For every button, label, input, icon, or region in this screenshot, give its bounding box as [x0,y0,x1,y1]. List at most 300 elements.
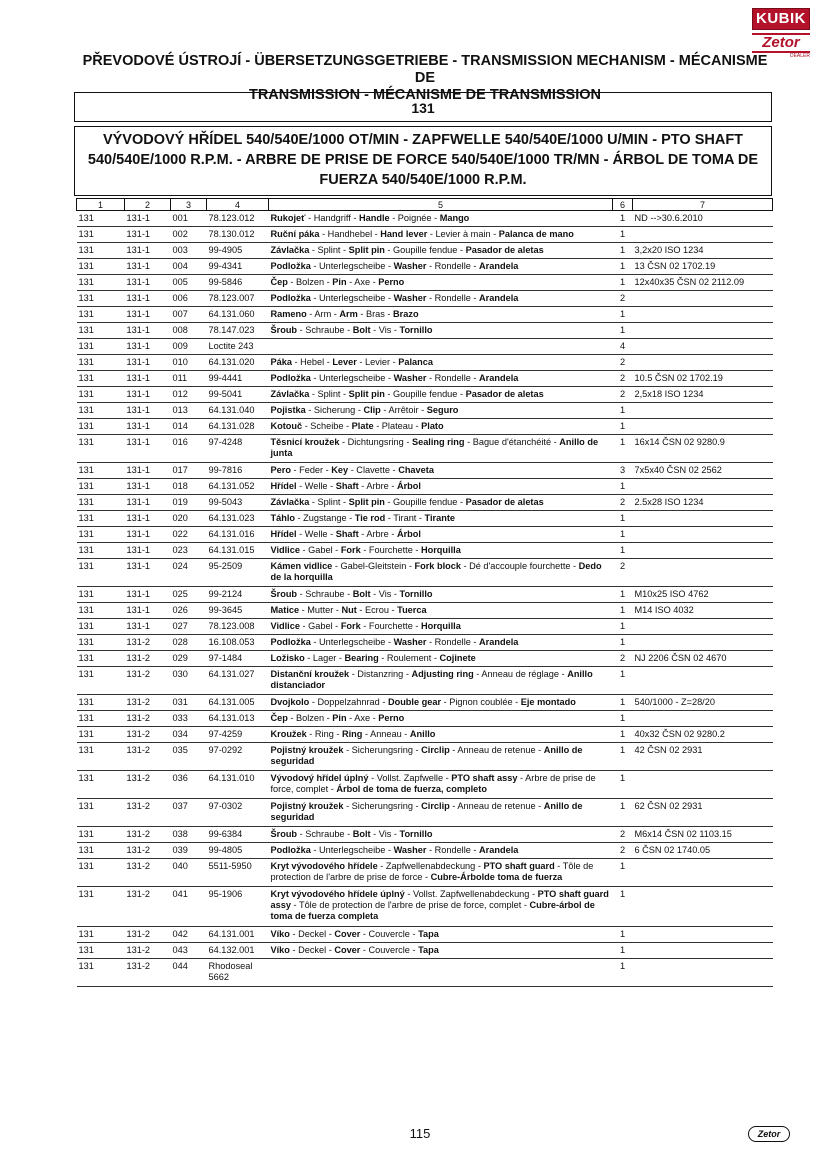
description-segment: Handle [359,213,390,223]
cell-part-number: 99-7816 [207,463,269,479]
table-row [77,559,773,587]
cell-quantity: 2 [613,827,633,843]
description-segment: - Sicherung - [305,405,364,415]
column-header: 6 [613,199,633,211]
cell-subgroup: 131-1 [125,479,171,495]
table-row [77,527,773,543]
description-segment: Pasador de aletas [465,497,544,507]
table-row [77,211,773,227]
description-segment: Perno [378,277,405,287]
description-segment: - Arrêtoir - [380,405,427,415]
description-segment: Pojistný kroužek [270,745,344,755]
description-segment: - Schraube - [297,829,353,839]
cell-description [269,771,613,799]
cell-description [269,543,613,559]
description-segment: Matice [270,605,300,615]
cell-note [633,479,773,495]
cell-part-number: 64.131.023 [207,511,269,527]
cell-part-number: 99-5043 [207,495,269,511]
cell-group: 131 [77,511,125,527]
cell-subgroup: 131-1 [125,275,171,291]
description-segment: Pojistný kroužek [270,801,344,811]
description-segment: - Bolzen - [287,277,333,287]
description-segment: - Sicherungsring - [343,745,422,755]
cell-position: 003 [171,243,207,259]
cell-part-number: 64.131.052 [207,479,269,495]
cell-note: M14 ISO 4032 [633,603,773,619]
cell-quantity: 1 [613,695,633,711]
cell-description [269,727,613,743]
cell-group: 131 [77,419,125,435]
cell-subgroup: 131-2 [125,827,171,843]
description-segment: Split pin [348,245,385,255]
cell-group: 131 [77,695,125,711]
section-title-line1: PŘEVODOVÉ ÚSTROJÍ - ÜBERSETZUNGSGETRIEBE - TRANSMISSION MECHANISM - MÉCANISME DE [82,53,768,86]
cell-group: 131 [77,543,125,559]
cell-position: 034 [171,727,207,743]
description-segment: - Clavette - [348,465,399,475]
cell-note [633,959,773,987]
cell-note [633,559,773,587]
cell-description [269,227,613,243]
column-header: 2 [125,199,171,211]
cell-position: 040 [171,859,207,887]
cell-quantity: 1 [613,711,633,727]
cell-description [269,943,613,959]
cell-quantity: 1 [613,275,633,291]
cell-position: 035 [171,743,207,771]
description-segment: - Arbre - [358,481,397,491]
table-row [77,727,773,743]
description-segment: - Roulement - [378,653,440,663]
description-segment: - Fourchette - [360,621,421,631]
cell-description [269,243,613,259]
description-segment: - Anneau - [362,729,410,739]
cell-position: 008 [171,323,207,339]
description-segment: - Splint - [309,389,349,399]
description-segment: Distanční kroužek [270,669,350,679]
description-segment: Rukojeť [270,213,306,223]
table-row [77,371,773,387]
description-segment: - Splint - [309,245,349,255]
cell-description [269,743,613,771]
cell-description [269,827,613,843]
cell-quantity: 1 [613,479,633,495]
cell-position: 001 [171,211,207,227]
description-segment: Šroub [270,325,298,335]
description-segment: - Scheibe - [302,421,352,431]
cell-subgroup: 131-1 [125,511,171,527]
cell-group: 131 [77,959,125,987]
description-segment: Čep [270,277,288,287]
cell-quantity: 1 [613,403,633,419]
description-segment: - Goupille fendue - [384,497,466,507]
cell-subgroup: 131-1 [125,403,171,419]
cell-part-number: 78.130.012 [207,227,269,243]
cell-quantity: 1 [613,419,633,435]
description-segment: Vývodový hřídel úplný [270,773,369,783]
cell-note: 2,5x18 ISO 1234 [633,387,773,403]
table-row [77,743,773,771]
description-segment: Nut [341,605,357,615]
cell-part-number: 64.131.027 [207,667,269,695]
cell-part-number: 99-5846 [207,275,269,291]
table-row [77,543,773,559]
cell-group: 131 [77,667,125,695]
cell-group: 131 [77,243,125,259]
cell-note [633,619,773,635]
cell-part-number: 97-0302 [207,799,269,827]
description-segment: - Vis - [370,829,400,839]
description-segment: Tirante [424,513,455,523]
table-row [77,711,773,727]
cell-note [633,711,773,727]
cell-position: 042 [171,927,207,943]
cell-quantity: 2 [613,559,633,587]
cell-position: 025 [171,587,207,603]
table-row [77,827,773,843]
description-segment: Anillo de seguridad [270,801,583,822]
description-segment: - Splint - [309,497,349,507]
description-segment: Arm [339,309,358,319]
cell-description [269,695,613,711]
cell-group: 131 [77,619,125,635]
cell-position: 031 [171,695,207,711]
cell-subgroup: 131-1 [125,259,171,275]
description-segment: Podložka [270,261,311,271]
cell-part-number: 78.147.023 [207,323,269,339]
description-segment: Palanca de mano [498,229,574,239]
description-segment: Pasador de aletas [465,245,544,255]
cell-position: 013 [171,403,207,419]
cell-note [633,859,773,887]
cell-subgroup: 131-2 [125,927,171,943]
parts-table-wrap [76,198,772,987]
cell-quantity: 2 [613,651,633,667]
description-segment: Bolt [352,829,371,839]
cell-group: 131 [77,403,125,419]
description-segment: - Rondelle - [426,845,480,855]
description-segment: - Tôle de protection de l'arbre de prise de force, complet - [290,900,530,910]
description-segment: Hřídel [270,529,297,539]
cell-position: 006 [171,291,207,307]
cell-part-number: 64.131.005 [207,695,269,711]
cell-description [269,435,613,463]
cell-group: 131 [77,727,125,743]
cell-part-number: 99-4805 [207,843,269,859]
description-segment: - Bague d'étanchéité - [464,437,560,447]
cell-part-number: 95-2509 [207,559,269,587]
table-row [77,435,773,463]
parts-table-body [77,211,773,987]
cell-subgroup: 131-2 [125,799,171,827]
cell-part-number: 97-1484 [207,651,269,667]
cell-part-number: 64.131.013 [207,711,269,727]
description-segment: Anillo distanciador [270,669,593,690]
description-segment: - Dichtungsring - [339,437,412,447]
description-segment: - Unterlegscheibe - [310,637,394,647]
cell-description [269,667,613,695]
description-segment: Clip [363,405,381,415]
cell-note: 62 ČSN 02 2931 [633,799,773,827]
cell-part-number: 64.131.060 [207,307,269,323]
description-segment: Fork block [414,561,461,571]
description-segment: Bearing [344,653,379,663]
description-segment: - Unterlegscheibe - [310,293,394,303]
table-row [77,227,773,243]
description-segment: - Gabel-Gleitstein - [332,561,415,571]
description-segment: Ložisko [270,653,305,663]
cell-description [269,419,613,435]
description-segment: Árbol de toma de fuerza, completo [336,784,487,794]
cell-note: 2.5x28 ISO 1234 [633,495,773,511]
description-segment: Bolt [352,589,371,599]
description-segment: Podložka [270,845,311,855]
cell-group: 131 [77,463,125,479]
description-segment: - Levier - [356,357,399,367]
cell-position: 005 [171,275,207,291]
cell-part-number: Loctite 243 [207,339,269,355]
cell-subgroup: 131-2 [125,695,171,711]
description-segment: Palanca [398,357,433,367]
group-number-box: 131 [74,92,772,122]
description-segment: - Tirant - [385,513,425,523]
table-row [77,603,773,619]
description-segment: Pin [332,713,347,723]
cell-description [269,323,613,339]
description-segment: Adjusting ring [411,669,474,679]
description-segment: - Arbre - [358,529,397,539]
cell-note [633,419,773,435]
description-segment: Čep [270,713,288,723]
description-segment: Anillo [409,729,436,739]
cell-group: 131 [77,651,125,667]
description-segment: Horquilla [420,621,461,631]
description-segment: - Unterlegscheibe - [310,845,394,855]
cell-group: 131 [77,323,125,339]
cell-quantity: 1 [613,799,633,827]
cell-note: 13 ČSN 02 1702.19 [633,259,773,275]
description-segment: Závlačka [270,389,310,399]
group-title-line1: VÝVODOVÝ HŘÍDEL 540/540E/1000 OT/MIN - ZAPFWELLE 540/540E/1000 U/MIN - PTO SHAFT [102,132,744,148]
cell-quantity: 1 [613,527,633,543]
description-segment: Kroužek [270,729,307,739]
cell-description [269,307,613,323]
table-row [77,887,773,927]
column-header: 7 [633,199,773,211]
description-segment: - Welle - [296,481,336,491]
description-segment: - Schraube - [297,589,353,599]
table-row [77,511,773,527]
description-segment: - Hebel - [291,357,333,367]
description-segment: Kryt vývodového hřídele úplný [270,889,405,899]
cell-subgroup: 131-1 [125,435,171,463]
cell-note [633,943,773,959]
table-row [77,339,773,355]
table-row [77,799,773,827]
description-segment: Ruční páka [270,229,320,239]
description-segment: Víko [270,929,290,939]
cell-group: 131 [77,943,125,959]
cell-quantity: 1 [613,927,633,943]
section-title-line2: TRANSMISSION - MÉCANISME DE TRANSMISSION [248,87,602,103]
cell-group: 131 [77,859,125,887]
cell-part-number: 78.123.008 [207,619,269,635]
cell-subgroup: 131-2 [125,771,171,799]
cell-part-number: 99-4905 [207,243,269,259]
description-segment: Double gear [387,697,442,707]
cell-note [633,527,773,543]
description-segment: Cover [334,929,361,939]
table-row [77,495,773,511]
cell-position: 043 [171,943,207,959]
cell-part-number: 64.132.001 [207,943,269,959]
table-row [77,667,773,695]
description-segment: PTO shaft assy [451,773,518,783]
description-segment: - Deckel - [289,929,335,939]
cell-position: 016 [171,435,207,463]
cell-subgroup: 131-2 [125,943,171,959]
cell-part-number: 99-5041 [207,387,269,403]
description-segment: Chaveta [398,465,434,475]
description-segment: - Arm - [306,309,340,319]
cell-subgroup: 131-1 [125,527,171,543]
group-title-line2: 540/540E/1000 R.P.M. - ARBRE DE PRISE DE FORCE 540/540E/1000 TR/MN - ÁRBOL DE TOMA DE [87,152,759,168]
column-header: 5 [269,199,613,211]
cell-part-number: 78.123.007 [207,291,269,307]
cell-subgroup: 131-1 [125,355,171,371]
description-segment: - Zugstange - [295,513,355,523]
description-segment: Pojistka [270,405,306,415]
cell-position: 036 [171,771,207,799]
cell-description [269,211,613,227]
cell-quantity: 2 [613,843,633,859]
cell-note [633,339,773,355]
table-row [77,619,773,635]
cell-subgroup: 131-1 [125,387,171,403]
cell-group: 131 [77,799,125,827]
description-segment: - Sicherungsring - [343,801,422,811]
cell-quantity: 1 [613,435,633,463]
cell-note [633,355,773,371]
cell-quantity: 1 [613,511,633,527]
cell-position: 029 [171,651,207,667]
description-segment: Šroub [270,829,298,839]
description-segment: - Anneau de retenue - [449,745,544,755]
cell-part-number: 99-4441 [207,371,269,387]
cell-group: 131 [77,355,125,371]
cell-quantity: 1 [613,859,633,887]
cell-subgroup: 131-2 [125,743,171,771]
cell-description [269,495,613,511]
cell-subgroup: 131-1 [125,227,171,243]
cell-note [633,635,773,651]
table-row [77,275,773,291]
description-segment: - Schraube - [297,325,353,335]
description-segment: Plate [351,421,374,431]
cell-note [633,403,773,419]
cell-subgroup: 131-1 [125,211,171,227]
table-row [77,355,773,371]
table-row [77,959,773,987]
description-segment: Lever [332,357,357,367]
logo-kubik: KUBIK [752,8,810,30]
cell-group: 131 [77,559,125,587]
cell-position: 002 [171,227,207,243]
cell-group: 131 [77,887,125,927]
cell-note [633,227,773,243]
cell-group: 131 [77,843,125,859]
description-segment: Fork [340,621,361,631]
cell-part-number: 64.131.010 [207,771,269,799]
cell-subgroup: 131-2 [125,887,171,927]
description-segment: Tie rod [354,513,386,523]
description-segment: Táhlo [270,513,295,523]
cell-subgroup: 131-1 [125,559,171,587]
description-segment: Pero [270,465,291,475]
cell-description [269,887,613,927]
cell-position: 024 [171,559,207,587]
description-segment: Árbol [396,481,421,491]
description-segment: - Goupille fendue - [384,389,466,399]
table-row [77,307,773,323]
description-segment: - Vis - [370,325,400,335]
description-segment: - Couvercle - [360,945,419,955]
description-segment: Cubre-Árbolde toma de fuerza [430,872,563,882]
cell-group: 131 [77,387,125,403]
cell-quantity: 1 [613,211,633,227]
description-segment: - Feder - [290,465,332,475]
description-segment: - Bolzen - [287,713,333,723]
cell-description [269,527,613,543]
cell-group: 131 [77,259,125,275]
cell-subgroup: 131-1 [125,243,171,259]
cell-quantity: 4 [613,339,633,355]
cell-position: 023 [171,543,207,559]
cell-group: 131 [77,227,125,243]
cell-note [633,667,773,695]
description-segment: PTO shaft guard assy [270,889,609,910]
cell-group: 131 [77,307,125,323]
description-segment: Fork [340,545,361,555]
table-row [77,463,773,479]
cell-position: 022 [171,527,207,543]
cell-subgroup: 131-2 [125,959,171,987]
cell-part-number: 16.108.053 [207,635,269,651]
cell-note: 10.5 ČSN 02 1702.19 [633,371,773,387]
cell-quantity: 1 [613,743,633,771]
cell-position: 004 [171,259,207,275]
cell-subgroup: 131-1 [125,323,171,339]
description-segment: Tapa [418,945,439,955]
cell-part-number: 64.131.028 [207,419,269,435]
table-row [77,323,773,339]
cell-quantity: 1 [613,959,633,987]
cell-note: M6x14 ČSN 02 1103.15 [633,827,773,843]
table-row [77,927,773,943]
cell-group: 131 [77,743,125,771]
cell-part-number: 97-4259 [207,727,269,743]
cell-description [269,387,613,403]
table-row [77,387,773,403]
cell-part-number: 99-4341 [207,259,269,275]
cell-description [269,603,613,619]
cell-position: 038 [171,827,207,843]
logo-dealer: DEALER [789,53,810,59]
description-segment: - Levier à main - [427,229,499,239]
cell-group: 131 [77,771,125,799]
cell-subgroup: 131-1 [125,495,171,511]
